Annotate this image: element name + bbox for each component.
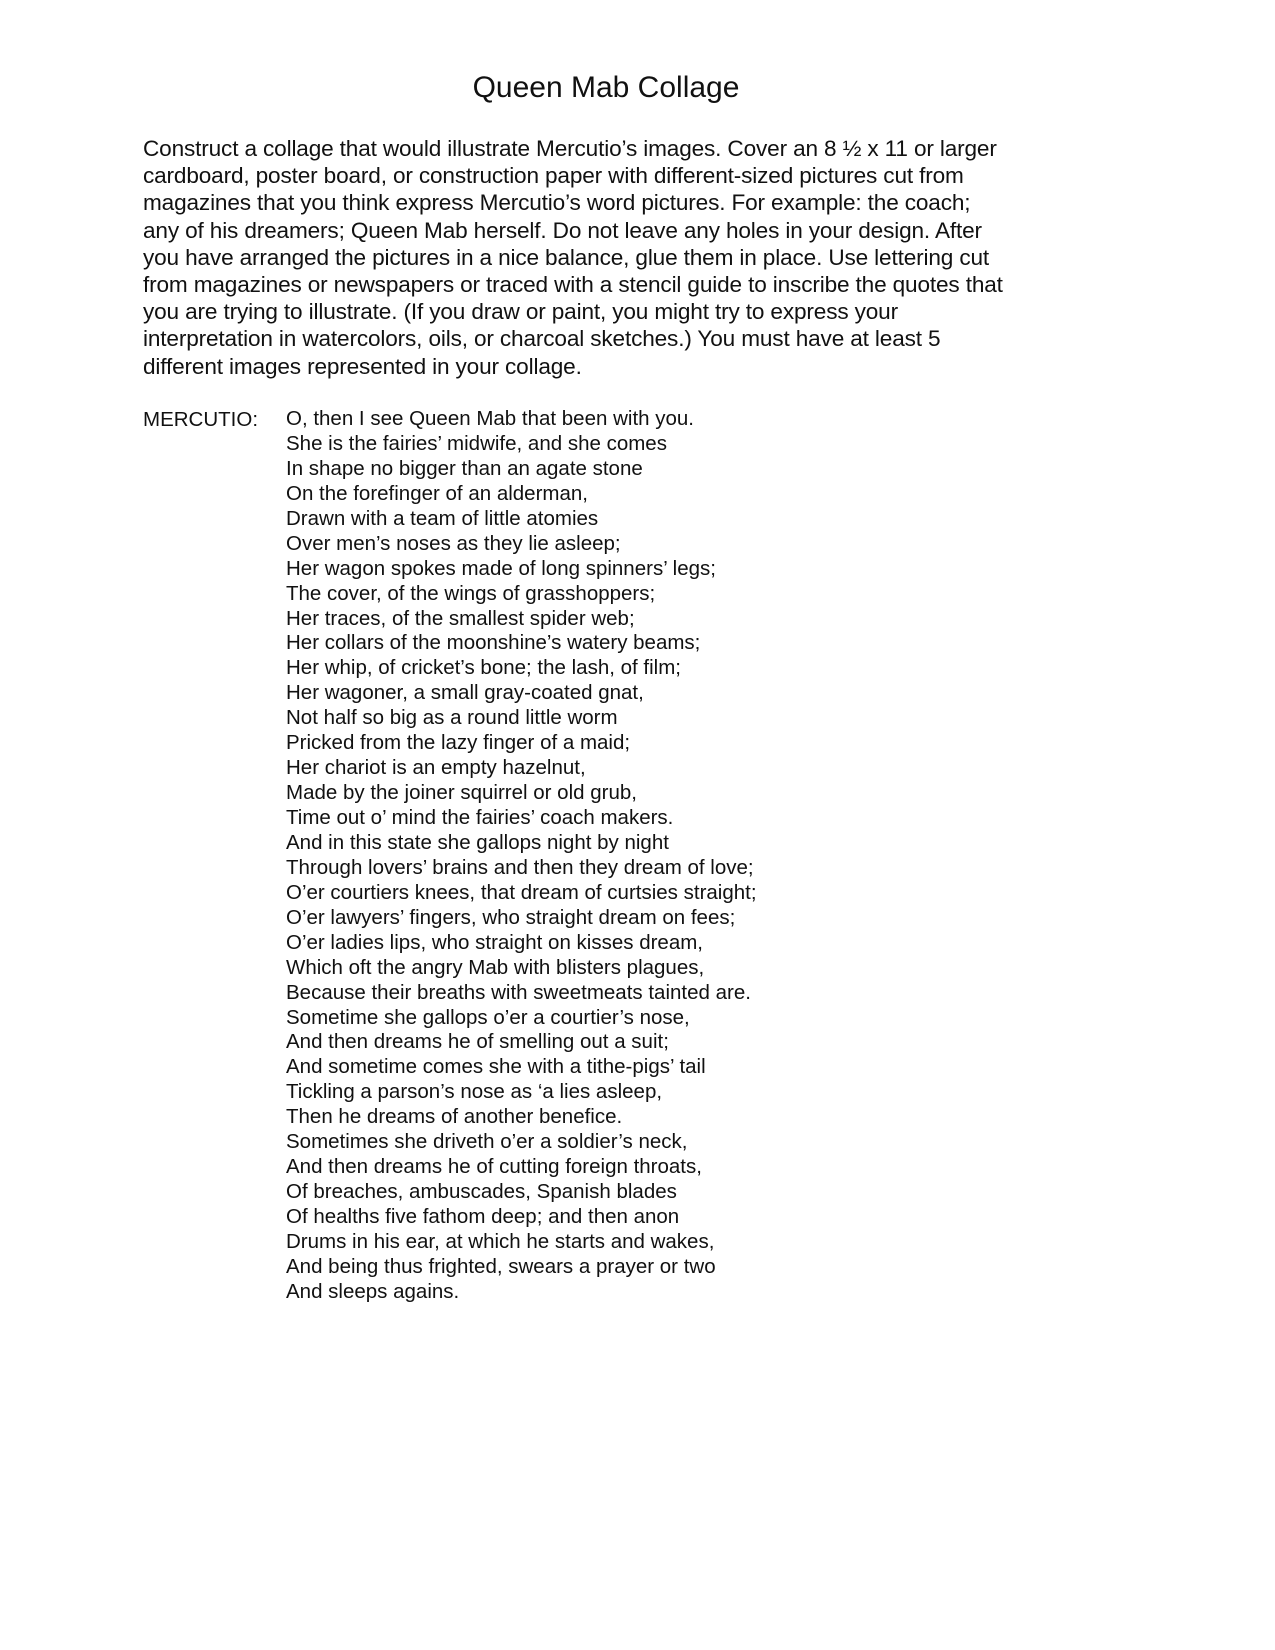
verse-line: On the forefinger of an alderman,	[286, 481, 588, 505]
verse-line: O’er ladies lips, who straight on kisses dream,	[286, 930, 704, 954]
verse-line: And in this state she gallops night by night	[286, 830, 669, 854]
verse-line: Made by the joiner squirrel or old grub,	[286, 781, 637, 805]
verse-line: Her collars of the moonshine’s watery beams;	[286, 631, 701, 655]
verse-line: Which oft the angry Mab with blisters plagues,	[286, 955, 705, 979]
verse-line: And then dreams he of cutting foreign throats,	[286, 1155, 702, 1179]
verse-line: Of healths five fathom deep; and then anon	[286, 1205, 680, 1228]
speaker-label: MERCUTIO:	[143, 408, 259, 431]
verse-line: Her wagon spokes made of long spinners’ legs;	[286, 556, 716, 580]
verse-line: And sleeps agains.	[286, 1279, 460, 1303]
verse-line: And then dreams he of smelling out a suit;	[286, 1030, 669, 1054]
instructions-line: from magazines or newspapers or traced with a stencil guide to inscribe the quotes that	[143, 272, 1003, 298]
verse-line: And being thus frighted, swears a prayer or two	[286, 1254, 716, 1278]
verse-line: Sometime she gallops o’er a courtier’s nose,	[286, 1005, 690, 1029]
verse-line: She is the fairies’ midwife, and she comes	[286, 431, 667, 455]
verse-line: Her wagoner, a small gray-coated gnat,	[286, 681, 644, 705]
instructions-line: Construct a collage that would illustrate Mercutio’s images. Cover an 8 ½ x 11 or larger	[143, 136, 997, 161]
verse-line: Sometimes she driveth o’er a soldier’s neck,	[286, 1130, 688, 1154]
verse-block	[286, 407, 757, 1305]
verse-line: Her whip, of cricket’s bone; the lash, of film;	[286, 656, 681, 680]
verse-line: O’er courtiers knees, that dream of curtsies straight;	[286, 880, 757, 904]
verse-line: Drums in his ear, at which he starts and wakes,	[286, 1229, 715, 1253]
page-title: Queen Mab Collage	[472, 71, 740, 104]
verse-line: And sometime comes she with a tithe-pigs’ tail	[286, 1055, 706, 1079]
instructions-line: interpretation in watercolors, oils, or charcoal sketches.) You must have at least 5	[143, 326, 941, 352]
verse-line: In shape no bigger than an agate stone	[286, 456, 643, 480]
verse-line: Not half so big as a round little worm	[286, 706, 618, 730]
verse-line: The cover, of the wings of grasshoppers;	[286, 581, 656, 605]
verse-line: Pricked from the lazy finger of a maid;	[286, 731, 631, 755]
verse-line: Her chariot is an empty hazelnut,	[286, 756, 586, 780]
instructions-paragraph	[143, 135, 1103, 380]
verse-line: Her traces, of the smallest spider web;	[286, 606, 635, 630]
verse-line: Drawn with a team of little atomies	[286, 506, 599, 530]
instructions-line: you have arranged the pictures in a nice balance, glue them in place. Use lettering cut	[143, 244, 990, 270]
instructions-line: magazines that you think express Mercutio’s word pictures. For example: the coach;	[143, 190, 971, 216]
instructions-line: different images represented in your collage.	[143, 353, 582, 379]
instructions-line: cardboard, poster board, or construction paper with different-sized pictures cut from	[143, 163, 964, 189]
verse-line: Then he dreams of another benefice.	[286, 1105, 623, 1129]
verse-line: Over men’s noses as they lie asleep;	[286, 531, 621, 555]
instructions-line: you are trying to illustrate. (If you draw or paint, you might try to express your	[143, 299, 898, 325]
verse-line: Through lovers’ brains and then they dream of love;	[286, 855, 754, 879]
verse-line: O’er lawyers’ fingers, who straight dream on fees;	[286, 905, 736, 929]
verse-line: Because their breaths with sweetmeats tainted are.	[286, 980, 751, 1004]
verse-line: Of breaches, ambuscades, Spanish blades	[286, 1180, 677, 1204]
verse-line: Tickling a parson’s nose as ‘a lies asleep,	[286, 1080, 663, 1104]
verse-line: O, then I see Queen Mab that been with you.	[286, 407, 694, 430]
verse-line: Time out o’ mind the fairies’ coach makers.	[286, 806, 674, 829]
instructions-line: any of his dreamers; Queen Mab herself. Do not leave any holes in your design. After	[143, 217, 982, 243]
